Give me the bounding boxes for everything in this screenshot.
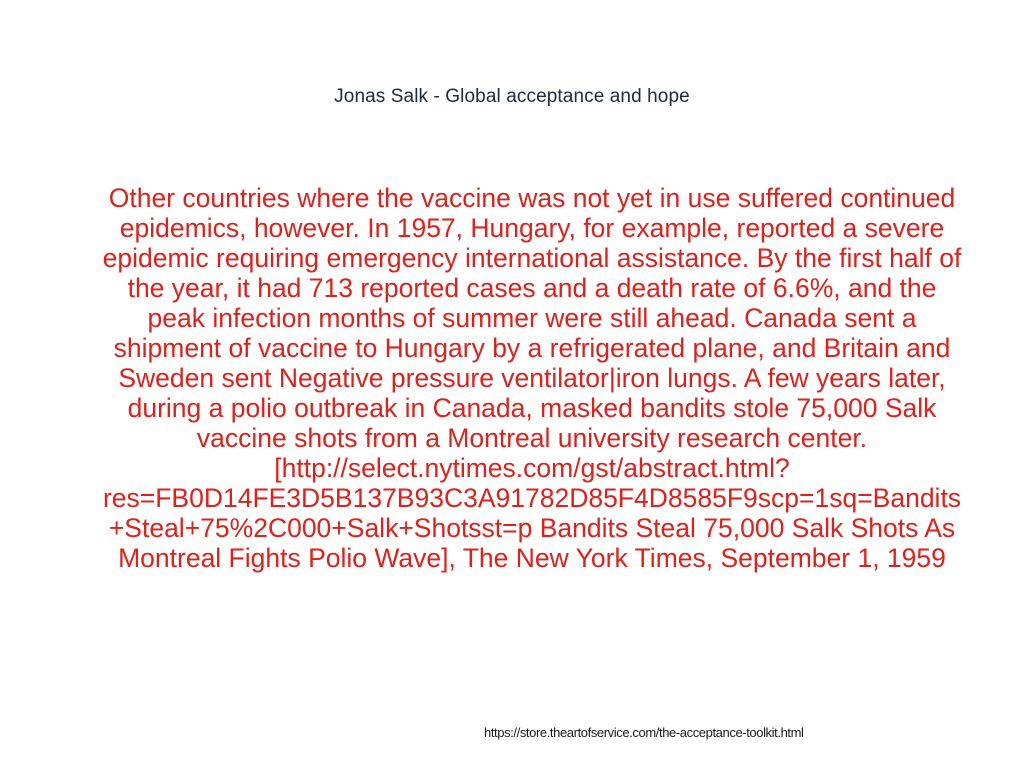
slide-title: Jonas Salk - Global acceptance and hope (334, 86, 690, 107)
footer-url: https://store.theartofservice.com/the-acceptance-toolkit.html (484, 725, 804, 740)
slide-body-text: Other countries where the vaccine was not yet in use suffered continued epidemics, however. In 1957, Hungary, for example, reported a severe epidemic requiring emergency international assistance. By the first half of the year, it had 713 reported cases and a death rate of 6.6%, and the peak infection months of summer were still ahead. Canada sent a shipment of vaccine to Hungary by a refrigerated plane, and Britain and Sweden sent Negative pressure ventilator|iron lungs. A few years later, during a polio outbreak in Canada, masked bandits stole 75,000 Salk vaccine shots from a Montreal university research center.[http://select.nytimes.com/gst/abstract.html?res=FB0D14FE3D5B137B93C3A91782D85F4D8585F9scp=1sq=Bandits+Steal+75%2C000+Salk+Shotsst=p Bandits Steal 75,000 Salk Shots As Montreal Fights Polio Wave], The New York Times, September 1, 1959 (102, 183, 962, 573)
